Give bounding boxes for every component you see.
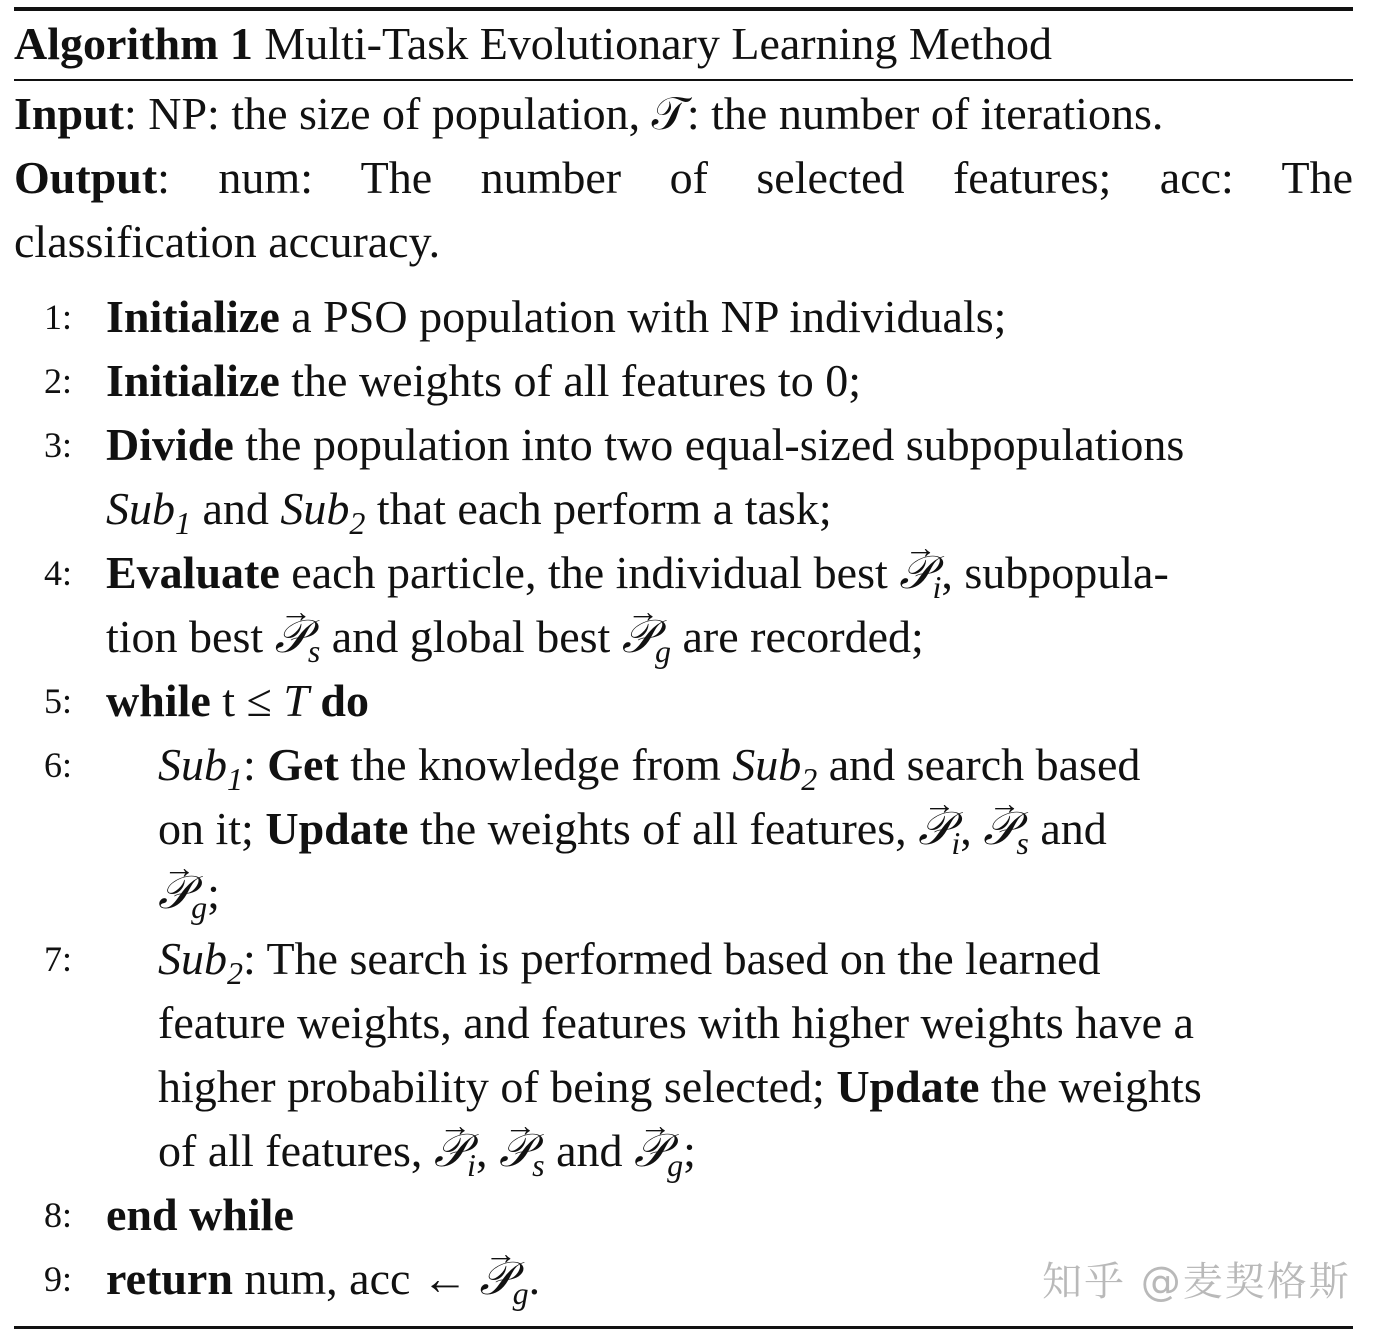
- subscript: 1: [227, 761, 243, 797]
- output-label: Output: [14, 152, 158, 203]
- algorithm-title: Multi-Task Evolutionary Learning Method: [264, 18, 1052, 69]
- step-text: feature weights, and features with higher weights have a: [158, 997, 1194, 1048]
- text: and: [544, 1125, 634, 1176]
- algorithm-caption: [14, 14, 1052, 74]
- vec-p-symbol: → 𝒫: [158, 861, 191, 925]
- text: the weights of all features,: [408, 803, 919, 854]
- keyword: Evaluate: [106, 547, 280, 598]
- step-number: 8:: [44, 1195, 73, 1235]
- sub1-symbol: [158, 739, 243, 797]
- sub1-symbol: [106, 483, 191, 541]
- keyword: end while: [106, 1189, 294, 1240]
- step-number: 2:: [44, 361, 73, 401]
- text: ,: [960, 803, 984, 854]
- output-text-2: classification accuracy.: [14, 216, 441, 267]
- text: and search based: [817, 739, 1141, 790]
- text: of all features,: [158, 1125, 434, 1176]
- vec-p-symbol: → 𝒫: [275, 605, 308, 669]
- text: and: [191, 483, 281, 534]
- sym: Sub: [280, 483, 350, 534]
- text: ;: [207, 867, 220, 918]
- vec-p-symbol: → 𝒫: [918, 797, 951, 861]
- sym: Sub: [158, 739, 227, 790]
- subscript: g: [191, 889, 208, 925]
- step-text: [106, 1247, 540, 1325]
- input-line: [14, 82, 1353, 146]
- text: ;: [683, 1125, 696, 1176]
- step-text: [106, 1183, 294, 1247]
- text: and global best: [320, 611, 622, 662]
- output-line-1: [14, 146, 1353, 210]
- vec-p-symbol: → 𝒫: [983, 797, 1016, 861]
- step-number: 9:: [44, 1259, 73, 1299]
- subscript: 2: [227, 955, 243, 991]
- output-line-2: [14, 210, 1353, 274]
- text: the knowledge from: [338, 739, 733, 790]
- sym: Sub: [732, 739, 802, 790]
- step-number: 3:: [44, 425, 73, 465]
- sub2-symbol: [280, 483, 366, 541]
- step-number: 4:: [44, 553, 73, 593]
- text: .: [528, 1253, 541, 1304]
- keyword: while: [106, 675, 211, 726]
- keyword: return: [106, 1253, 233, 1304]
- subscript: 2: [801, 761, 818, 797]
- sub2-symbol: [158, 933, 243, 991]
- vec-p-symbol: → 𝒫: [622, 605, 655, 669]
- text: the weights of all features to 0;: [279, 355, 861, 406]
- step-text: [158, 1055, 1202, 1119]
- vec-p-symbol: → 𝒫: [479, 1247, 512, 1311]
- text: : The search is performed based on the learned: [243, 933, 1101, 984]
- bottom-rule: [14, 1326, 1353, 1329]
- keyword: do: [308, 675, 369, 726]
- vec-p-symbol: → 𝒫: [634, 1119, 667, 1183]
- keyword: Initialize: [106, 291, 280, 342]
- subscript: g: [512, 1275, 529, 1311]
- subscript: g: [654, 633, 671, 669]
- step-number: 1:: [44, 297, 73, 337]
- top-rule: [14, 7, 1353, 11]
- text: tion best: [106, 611, 275, 662]
- step-text: [106, 349, 861, 413]
- keyword: Update: [836, 1061, 980, 1112]
- keyword: Update: [265, 803, 409, 854]
- step-text: [106, 285, 1006, 349]
- vec-p-symbol: → 𝒫: [899, 541, 932, 605]
- keyword: Get: [267, 739, 339, 790]
- vec-p-symbol: → 𝒫: [499, 1119, 532, 1183]
- text: that each perform a task;: [365, 483, 832, 534]
- text: and: [1028, 803, 1107, 854]
- subscript: s: [307, 633, 321, 669]
- sym: Sub: [106, 483, 175, 534]
- text: a PSO population with NP individuals;: [279, 291, 1007, 342]
- step-number: 6:: [44, 745, 73, 785]
- subscript: i: [951, 825, 961, 861]
- text: :: [243, 739, 268, 790]
- watermark: 知乎 @麦契格斯: [1042, 1259, 1351, 1305]
- subscript: 2: [349, 505, 366, 541]
- step-number: 5:: [44, 681, 73, 721]
- subscript: s: [532, 1147, 545, 1183]
- subscript: g: [667, 1147, 684, 1183]
- sub2-symbol: [732, 739, 818, 797]
- text: the weights: [979, 1061, 1202, 1112]
- step-text: [106, 669, 369, 733]
- text: on it;: [158, 803, 266, 854]
- step-text: [106, 413, 1184, 477]
- text: higher probability of being selected;: [158, 1061, 837, 1112]
- keyword: Initialize: [106, 355, 280, 406]
- subscript: s: [1016, 825, 1029, 861]
- algorithm-label: Algorithm 1: [14, 18, 253, 69]
- step-number: 7:: [44, 939, 73, 979]
- subscript: i: [467, 1147, 476, 1183]
- caption-rule: [14, 79, 1353, 81]
- keyword: Divide: [106, 419, 234, 470]
- text: t ≤: [210, 675, 284, 726]
- var: T: [283, 675, 309, 726]
- text: ,: [475, 1125, 499, 1176]
- vec-p-symbol: → 𝒫: [434, 1119, 467, 1183]
- text: , subpopula-: [941, 547, 1169, 598]
- text: are recorded;: [670, 611, 924, 662]
- output-text-1: : num: The number of selected features; acc: The: [157, 152, 1353, 203]
- text: each particle, the individual best: [279, 547, 900, 598]
- input-text: : NP: the size of population, 𝒯: the number of iterations.: [123, 88, 1164, 139]
- text: num, acc ←: [232, 1253, 480, 1304]
- subscript: 1: [175, 505, 191, 541]
- input-label: Input: [14, 88, 124, 139]
- sym: Sub: [158, 933, 227, 984]
- step-text: [158, 797, 1107, 875]
- text: the population into two equal-sized subpopulations: [233, 419, 1185, 470]
- subscript: i: [932, 569, 942, 605]
